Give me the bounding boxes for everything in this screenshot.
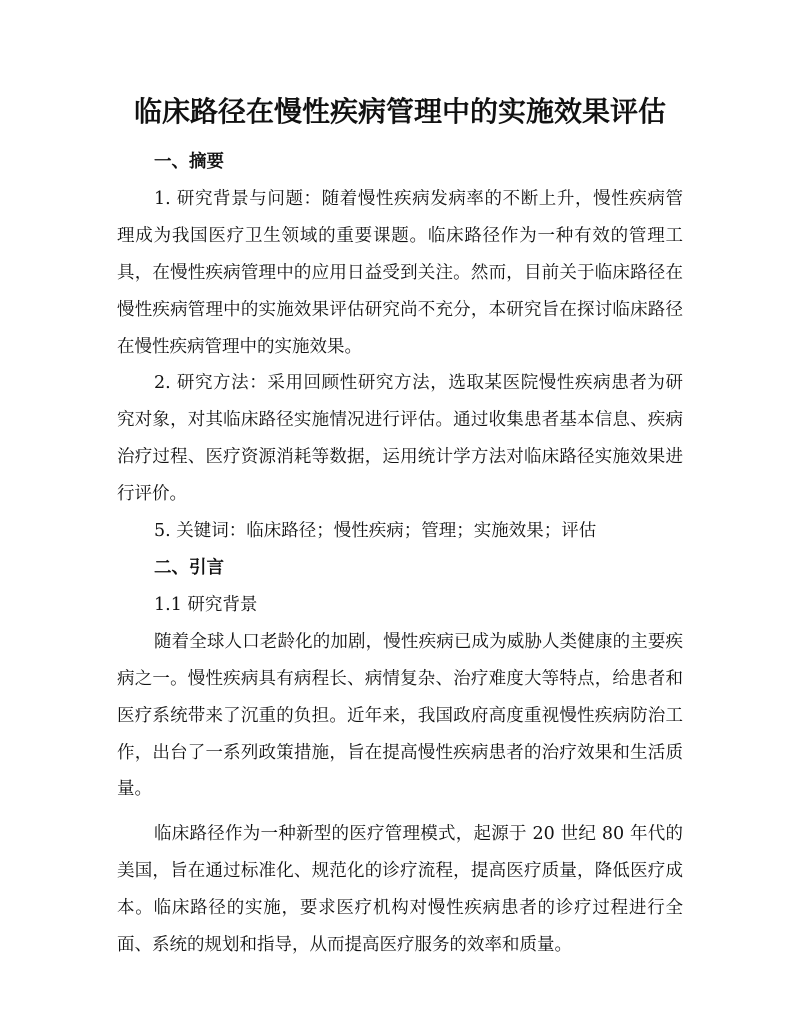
abstract-methods-paragraph: 2. 研究方法：采用回顾性研究方法，选取某医院慢性疾病患者为研究对象，对其临床路径实施情况进行评估。通过收集患者基本信息、疾病治疗过程、医疗资源消耗等数据，运用统计学方法对临床路径实施效果进行评价。 [117,373,683,505]
abstract-heading: 一、摘要 [154,152,224,172]
introduction-heading: 二、引言 [154,557,224,578]
introduction-paragraph-2: 临床路径作为一种新型的医疗管理模式，起源于 20 世纪 80 年代的美国，旨在通过标准化、规范化的诊疗流程，提高医疗质量，降低医疗成本。临床路径的实施，要求医疗机构对慢性疾病患者的诊疗过程进行全面、系统的规划和指导，从而提高医疗服务的效率和质量。 [117,824,683,956]
introduction-paragraph-1: 随着全球人口老龄化的加剧，慢性疾病已成为威胁人类健康的主要疾病之一。慢性疾病具有病程长、病情复杂、治疗难度大等特点，给患者和医疗系统带来了沉重的负担。近年来，我国政府高度重视慢性疾病防治工作，出台了一系列政策措施，旨在提高慢性疾病患者的治疗效果和生活质量。 [117,631,683,800]
document-body [117,144,683,964]
document-title: 临床路径在慢性疾病管理中的实施效果评估 [133,95,666,128]
subsection-heading: 1.1 研究背景 [154,594,258,615]
abstract-background-paragraph: 1. 研究背景与问题：随着慢性疾病发病率的不断上升，慢性疾病管理成为我国医疗卫生领域的重要课题。临床路径作为一种有效的管理工具，在慢性疾病管理中的应用日益受到关注。然而，目前关于临床路径在慢性疾病管理中的实施效果评估研究尚不充分，本研究旨在探讨临床路径在慢性疾病管理中的实施效果。 [117,188,683,357]
keywords-line: 5. 关键词：临床路径；慢性疾病；管理；实施效果；评估 [154,521,597,542]
